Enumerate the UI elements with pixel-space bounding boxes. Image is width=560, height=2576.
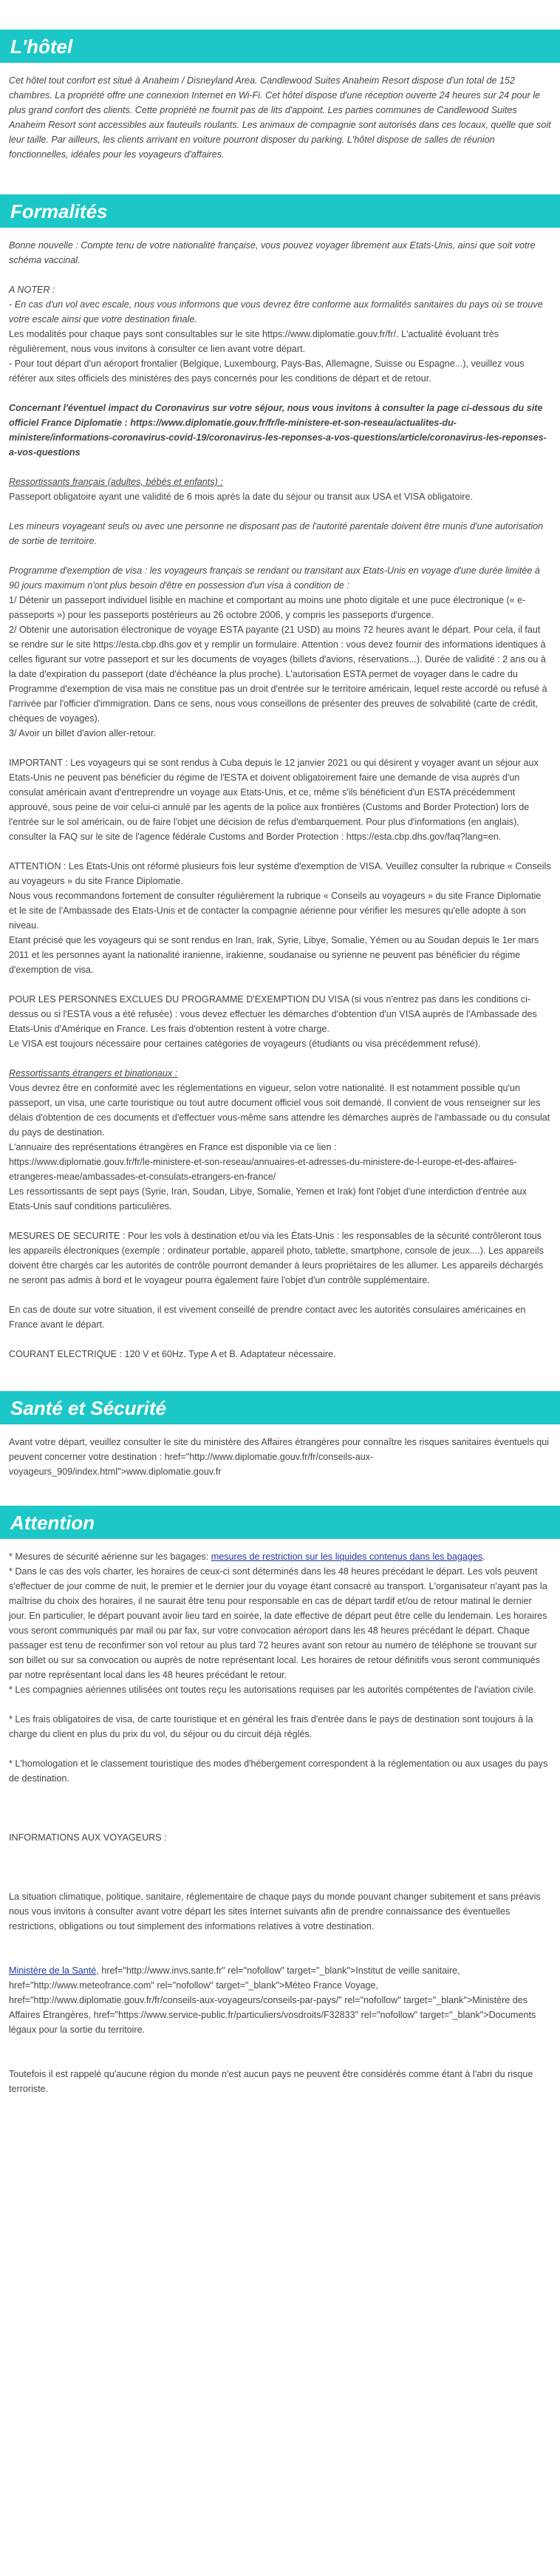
etrangers-sept-pays: Les ressortissants de sept pays (Syrie, Iran, Soudan, Libye, Somalie, Yemen et Irak) font l'objet d'une interdiction d'entrée aux Etats-Unis sauf conditions particulières.: [9, 1186, 527, 1211]
exclus-text-2: Le VISA est toujours nécessaire pour certaines catégories de voyageurs (étudiants ou visa précédemment refusé).: [9, 1039, 481, 1049]
programme-3: 3/ Avoir un billet d'avion aller-retour.: [9, 728, 156, 738]
important-text: IMPORTANT : Les voyageurs qui se sont rendus à Cuba depuis le 12 janvier 2021 ou qui désirent y voyager avant un séjour aux Etats-Unis ne peuvent pas bénéficier du régime de l'ESTA et doivent obligatoirement faire une demande de visa auprès d'un consulat américain avant d'entreprendre un voyage aux Etats-Unis, et ce, même s'ils bénéficient d'un ESTA précédemment approuvé, sous peine de voir celui-ci annulé par les agents de la police aux frontières (Customs and Border Protection) lors de l'entrée sur le sol américain, ou de faire l'objet une décision de refus d'embarquement. Pour plus d'informations (en anglais), consulter la FAQ sur le site de l'agence fédérale Customs and Border Protection : https://esta.cbp.dhs.gov/faq?lang=en.: [9, 758, 539, 842]
ministere-sante-link[interactable]: Ministère de la Santé: [9, 1965, 97, 1976]
liquides-restriction-link[interactable]: mesures de restriction sur les liquides contenus dans les bagages: [211, 1552, 483, 1562]
info-voyageurs-title: INFORMATIONS AUX VOYAGEURS :: [9, 1832, 167, 1843]
mesures-prefix: * Mesures de sécurité aérienne sur les bagages:: [9, 1552, 211, 1562]
etrangers-text: Vous devrez être en conformité avec les réglementations en vigueur, selon votre nationalité. Il est notamment possible qu'un passeport, un visa, une carte touristique ou tout autre document officiel vous soit demandé. Il convient de vous renseigner sur les délais d'obtention de ces documents et d'effectuer vous-même sans attendre les démarches auprès de l'ambassade ou du consulat du pays de destination.: [9, 1083, 550, 1138]
section-header-sante: Santé et Sécurité: [0, 1391, 560, 1424]
etrangers-annuaire: L'annuaire des représentations étrangères en France est disponible via ce lien :: [9, 1142, 337, 1152]
programme-2: 2/ Obtenir une autorisation électronique de voyage ESTA payante (21 USD) au moins 72 heures avant le départ. Pour cela, il faut se rendre sur le site https://esta.cbp.dhs.gov et y remplir un formulaire. Attention : vous devez fournir des informations identiques à celles figurant sur votre passeport et sur les documents de voyages (billets d'avions, réservations...). Durée de validité : 2 ans ou à la date d'expiration du passeport (date d'échéance la plus proche). L'autorisation ESTA permet de voyager dans le cadre du Programme d'exemption de visa mais ne constitue pas un droit d'entrée sur le territoire américain, lequel reste accordé ou refusé à l'arrivée par l'officier d'immigration. Dans ce sens, nous vous conseillons de présenter des preuves de solvabilité (carte de crédit, chèques de voyages).: [9, 625, 547, 724]
info-voyageurs-2: nous vous invitons à consulter avant votre départ les sites Internet suivants afin de prendre connaissance des éventuelles restrictions, obligations ou tout simplement des informations relatives à votre destination.: [9, 1906, 511, 1931]
covid-notice: Concernant l'éventuel impact du Coronavirus sur votre séjour, nous vous invitons à consulter la page ci-dessous du site officiel France Diplomatie : https://www.diplomatie.gouv.fr/fr/le-ministere-et-son-reseau/actualites-du-ministere/informations-coronavirus-covid-19/coronavirus-les-reponses-a-vos-questions/article/coronavirus-les-reponses-a-vos-questions: [9, 403, 547, 458]
a-noter-2: Les modalités pour chaque pays sont consultables sur le site https://www.diplomatie.gouv.fr/fr/. L'actualité évoluant très régulièrement, nous vous invitons à consulter ce lien avant votre départ.: [9, 329, 499, 354]
vols-charter-text: * Dans le cas des vols charter, les horaires de ceux-ci sont déterminés dans les 48 heures précédant le départ. Les vols peuvent s'effectuer de jour comme de nuit, le premier et le dernier jour du voyage étant consacré au transport. L'organisateur n'ayant pas la maîtrise du choix des horaires, il ne saurait être tenu pour responsable en cas de départ tardif et/ou de retour matinal le dernier jour. En particulier, le départ pouvant avoir lieu tard en soirée, la date effective de départ peut être celle du lendemain. Les horaires vous seront communiqués par mail ou par fax, sur votre convocation aéroport dans les 48 heures précédant le départ. Chaque passager est tenu de reconfirmer son vol retour au plus tard 72 heures avant son retour au numéro de téléphone se trouvant sur son billet ou sur sa convocation ou auprès de notre représentant local. Les horaires de retour définitifs vous seront communiqués par notre représentant local dans les 48 heures précédant le retour.: [9, 1566, 547, 1680]
a-noter-3: - Pour tout départ d'un aéroport frontalier (Belgique, Luxembourg, Pays-Bas, Allemagne, Suisse ou Espagne...), veuillez vous référer aux sites officiels des ministères des pays concernés pour les conditions de départ et de retour.: [9, 358, 525, 384]
programme-text: Programme d'exemption de visa : les voyageurs français se rendant ou transitant aux Etats-Unis en voyage d'une durée limitée à 90 jours maximum n'ont plus besoin d'être en possession d'un visa à condition de :: [9, 565, 540, 591]
section-attention: [0, 1549, 560, 2096]
section-header-formalites: Formalités: [0, 194, 560, 228]
section-header-attention: Attention: [0, 1506, 560, 1539]
compagnies-text: * Les compagnies aériennes utilisées ont toutes reçu les autorisations requises par les autorités compétentes de l'aviation civile.: [9, 1685, 536, 1695]
section-hotel: [0, 73, 560, 162]
mesures-securite-line: [9, 1549, 551, 1564]
securite-text: MESURES DE SECURITE : Pour les vols à destination et/ou via les États-Unis : les responsables de la sécurité contrôleront tous les appareils électroniques (exemple : ordinateur portable, appareil photo, tablette, smartphone, console de jeux....). Les appareils doivent être chargés car les autorités de contrôle pourront demander à leurs propriétaires de les allumer. Les appareils déchargés ne seront pas admis à bord et le voyageur pourra également faire l'objet d'un contrôle supplémentaire.: [9, 1231, 544, 1285]
mesures-suffix: .: [482, 1552, 485, 1562]
fr-title: Ressortissants français (adultes, bébés et enfants) :: [9, 477, 223, 487]
section-header-hotel: L'hôtel: [0, 30, 560, 63]
section-formalites: [0, 238, 560, 1362]
attention-text-3: Etant précisé que les voyageurs qui se sont rendus en Iran, Irak, Syrie, Libye, Somalie, Yémen ou au Soudan depuis le 1er mars 2011 et les personnes ayant la nationalité iranienne, irakienne, soudanaise ou syrienne ne peuvent pas bénéficier du régime d'exemption de visa.: [9, 935, 539, 975]
mineurs-text: Les mineurs voyageant seuls ou avec une personne ne disposant pas de l'autorité parentale doivent être munis d'une autorisation de sortie de territoire.: [9, 521, 544, 546]
frais-text: * Les frais obligatoires de visa, de carte touristique et en général les frais d'entrée dans le pays de destination sont toujours à la charge du client en plus du prix du vol, du séjour ou du circuit déjà réglés.: [9, 1714, 533, 1739]
formalites-intro: Bonne nouvelle : Compte tenu de votre nationalité française, vous pouvez voyager librement aux Etats-Unis, ainsi que soit votre schéma vaccinal.: [9, 240, 536, 265]
fr-text: Passeport obligatoire ayant une validité de 6 mois après la date du séjour ou transit aux USA et VISA obligatoire.: [9, 492, 473, 502]
etrangers-title: Ressortissants étrangers et binationaux :: [9, 1068, 178, 1078]
section-sante: [0, 1435, 560, 1479]
info-voyageurs-1: La situation climatique, politique, sanitaire, réglementaire de chaque pays du monde pouvant changer subitement et sans préavis: [9, 1892, 541, 1902]
a-noter-title: A NOTER :: [9, 285, 55, 295]
doute-text: En cas de doute sur votre situation, il est vivement conseillé de prendre contact avec les autorités consulaires américaines en France avant le départ.: [9, 1305, 526, 1330]
programme-1: 1/ Détenir un passeport individuel lisible en machine et comportant au moins une photo digitale et une puce électronique (« e-passeports ») pour les passeports postérieurs au 26 octobre 2006, y compris les passeports d'urgence.: [9, 595, 526, 620]
a-noter-1: - En cas d'un vol avec escale, nous vous informons que vous devrez être conforme aux formalités sanitaires du pays où se trouve votre escale ainsi que votre destination finale.: [9, 299, 543, 324]
sante-text: Avant votre départ, veuillez consulter le site du ministère des Affaires étrangères pour connaître les risques sanitaires éventuels qui peuvent concerner votre destination : href="http://www.diplomatie.gouv.fr/fr/conseils-aux-voyageurs_909/index.html">www.diplomatie.gouv.fr: [9, 1437, 550, 1477]
hotel-description: Cet hôtel tout confort est situé à Anaheim / Disneyland Area. Candlewood Suites Anaheim Resort dispose d'un total de 152 chambres. La propriété offre une connexion Internet en Wi-Fi. Cet hôtel dispose d'une réception ouverte 24 heures sur 24 pour le plus grand confort des clients. Cette propriété ne fournit pas de lits d'appoint. Les parties communes de Candlewood Suites Anaheim Resort sont accessibles aux fauteuils roulants. Les animaux de compagnie sont autorisés dans ces locaux, quelle que soit leur taille. Par ailleurs, les clients arrivant en voiture pourront disposer du parking. L'hôtel dispose de salles de réunion fonctionnelles, idéales pour les voyageurs d'affaires.: [9, 75, 551, 160]
attention-text: ATTENTION : Les Etats-Unis ont réformé plusieurs fois leur système d'exemption de VISA. Veuillez consulter la rubrique « Conseils au voyageurs » du site France Diplomatie.: [9, 861, 551, 886]
exclus-text: POUR LES PERSONNES EXCLUES DU PROGRAMME D'EXEMPTION DU VISA (si vous n'entrez pas dans les conditions ci-dessus ou si l'ESTA vous a été refusée) : vous devez effectuer les démarches d'obtention d'un VISA auprès de l'Ambassade des Etats-Unis d'Amérique en France. Les frais d'obtention restent à votre charge.: [9, 994, 537, 1034]
homologation-text: * L'homologation et le classement touristique des modes d'hébergement correspondent à la réglementation ou aux usages du pays de destination.: [9, 1758, 548, 1784]
ministere-links: [9, 1963, 551, 2037]
courant-text: COURANT ELECTRIQUE : 120 V et 60Hz. Type A et B. Adaptateur nécessaire.: [9, 1349, 336, 1359]
etrangers-link[interactable]: https://www.diplomatie.gouv.fr/fr/le-ministere-et-son-reseau/annuaires-et-adresses-du-ministere-de-l-europe-et-des-affaires-etrangeres-meae/ambassades-et-consulats-etrangers-en-france/: [9, 1157, 517, 1182]
terrorisme-text: Toutefois il est rappelé qu'aucune région du monde n'est aucun pays ne peuvent être considérés comme étant à l'abri du risque terroriste.: [9, 2069, 533, 2094]
ministere-links-rest: , href="http://www.invs.sante.fr" rel="nofollow" target="_blank">Institut de veille sanitaire, href="http://www.meteofrance.com" rel="nofollow" target="_blank">Méteo France Voyage, href="http://www.diplomatie.gouv.fr/fr/conseils-aux-voyageurs/conseils-par-pays/" rel="nofollow" target="_blank">Ministère des Affaires Étrangères, href="https://www.service-public.fr/particuliers/vosdroits/F32833" rel="nofollow" target="_blank">Documents légaux pour la sortie du territoire.: [9, 1965, 536, 2035]
attention-text-2: Nous vous recommandons fortement de consulter régulièrement la rubrique « Conseils au voyageurs » du site France Diplomatie et le site de l'Ambassade des Etats-Unis et de contacter la compagnie aérienne pour vérifier les mesures qu'elle adopte à son niveau.: [9, 891, 542, 931]
